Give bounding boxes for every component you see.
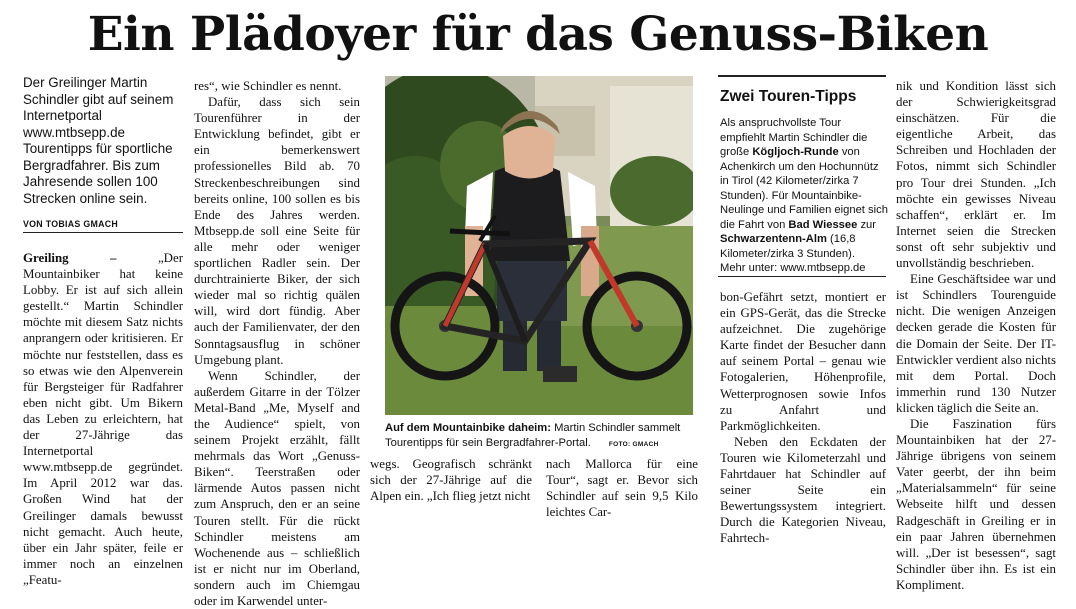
box-text: [720, 116, 888, 276]
col6-paragraph-2: Eine Geschäftsidee war und ist Schindlers Tourenguide nicht. Die wenigen Anzeigen decken gerade die Kosten für die Domain der Seite. Der IT-Entwickler verdient also nichts mit dem Portal. Doch immerhin rund 130 Nutzer klicken täglich die Seite an.: [896, 272, 1057, 415]
article-column-3-bottom: [370, 456, 532, 504]
col1-paragraph: [23, 250, 183, 588]
box-more-link: Mehr unter: www.mtbsepp.de: [720, 262, 866, 274]
dateline: Greiling –: [23, 251, 117, 265]
col6-paragraph-1: nik und Kondition lässt sich der Schwierigkeitsgrad einschätzen. Für die eigentliche Arbeit, das Schreiben und Hochladen der Fotos, nimmt sich Schindler pro Tour drei Stunden. „Ich möchte ein gewisses Niveau schaffen“, erklärt er. Im Internet seien die Strecken sonst oft sehr subjektiv und unvollständig beschrieben.: [896, 79, 1056, 271]
box-highlight-kögljoch: Kögljoch-Runde: [752, 146, 839, 158]
article-column-2: [194, 78, 360, 609]
box-text-1: Als anspruchvollste Tour empfiehlt Martin Schindler die große: [720, 117, 868, 158]
col5-paragraph-1: bon-Gefährt setzt, montiert er ein GPS-Gerät, das die Strecke aufzeichnet. Die zugehörige Karte findet der Besucher dann auf seinem Portal – genau wie Fotogalerien, Höhenprofile, Wetterprognosen sowie Infos zu Anfahrt und Parkmöglichkeiten.: [720, 290, 886, 433]
photo-caption: [385, 421, 695, 452]
box-text-3: zur: [857, 218, 876, 231]
box-highlight-schwarzentenn-alm: Schwarzentenn-Alm: [720, 233, 827, 245]
col2-paragraph-3: Wenn Schindler, der außerdem Gitarre in der Tölzer Metal-Band „Me, Myself and the Audience“ spielt, von seinem Projekt erzählt, fällt mehrmals das Wort „Genuss-Biken“. Teerstraßen oder lärmende Autos passen nicht zum Anspruch, den er an seine Touren stellt. Für die rückt Schindler meistens am Wochenende aus – schließlich ist er nicht nur im Oberland, sondern auch im Chiemgau oder im Karwendel unter-: [194, 368, 360, 608]
box-title: Zwei Touren-Tipps: [720, 88, 857, 105]
box-top-rule: [718, 75, 886, 77]
col6-paragraph-3: Die Faszination fürs Mountainbiken hat der 27-Jährige übrigens von seinem Vater geerbt, der ihn beim „Materialsammeln“ für seine Webseite hilft und dessen Radgeschäft in Greiling er in ein paar Jahren übernehmen will. „Der ist besessen“, sagt Schindler über ihn. Es ist ein Kompliment.: [896, 416, 1056, 592]
byline-rule: [23, 232, 183, 233]
col4-paragraph: nach Mallorca für eine Tour“, sagt er. Bevor sich Schindler auf sein 9,5 Kilo leichtes Car-: [546, 457, 698, 520]
byline: VON TOBIAS GMACH: [23, 219, 119, 229]
article-column-1: [23, 250, 183, 588]
col5-paragraph-2: Neben den Eckdaten der Touren wie Kilometerzahl und Fahrtdauer hat Schindler auf seiner Seite ein Bewertungssystem integriert. Durch die Kategorien Niveau, Fahrtech-: [720, 434, 886, 546]
article-column-5: [720, 289, 886, 547]
col2-paragraph-1: res“, wie Schindler es nennt.: [194, 79, 342, 93]
box-highlight-bad-wiessee: Bad Wiessee: [788, 218, 858, 231]
article-column-4-bottom: [546, 456, 698, 520]
box-bottom-rule: [718, 276, 886, 277]
col1-text: „Der Mountainbiker hat keine Lobby. Er ist auf sich allein gestellt.“ Martin Schindler möchte mit diesem Satz nichts anprangern oder kritisieren. Er möchte nur feststellen, dass es so etwas wie den Alpenverein für Bergsteiger für Radfahrer eben nicht gibt. Um Bikern das Leben zu erleichtern, hat der 27-Jährige das Internetportal www.mtbsepp.de gegründet. Im April 2012 war das. Großen Wind hat der Greilinger damals bewusst nicht gemacht. Auch heute, über ein Jahr später, feile er immer noch an einzelnen „Featu-: [23, 251, 183, 587]
box-text-2: von Achenkirch um den Hochunnütz in Tirol (42 Kilometer/zirka 7 Stunden). Für Mountainbike-Neulinge und Familien eignet sich die Fahrt von: [720, 146, 888, 231]
col2-paragraph-2: Dafür, dass sich sein Tourenführer in der Entwicklung befindet, gibt er ein bemerkenswert professionelles Bild ab. 70 Streckenbeschreibungen sind bereits online, 100 sollen es bis Ende des Jahres werden. Mtbsepp.de soll eine Seite für alle mehr oder weniger sportlichen Radler sein. Der durchtrainierte Biker, der sich wieder mal so richtig quälen will, wird dort fündig. Aber auch der Familienvater, der den Sonntagsausflug in schöner Umgebung plant.: [194, 95, 360, 367]
photo-martin-schindler-with-mountainbike: [385, 76, 693, 415]
caption-lead: Auf dem Mountainbike daheim:: [385, 422, 551, 434]
article-column-6: [896, 78, 1056, 593]
photo-illustration: [385, 76, 693, 415]
photo-credit: FOTO: GMACH: [608, 440, 659, 448]
teaser: Der Greilinger Martin Schindler gibt auf seinem Internetportal www.mtbsepp.de Tourentipps für sportliche Bergradfahrer. Bis zum Jahresende sollen 100 Strecken online sein.: [23, 75, 174, 206]
box-text-4: (16,8 Kilometer/zirka 3 Stunden).: [720, 233, 856, 260]
caption-text: Martin Schindler sammelt Tourentipps für sein Bergradfahrer-Portal.: [385, 422, 681, 449]
headline: Ein Plädoyer für das Genuss-Biken: [87, 7, 989, 62]
col3-paragraph: wegs. Geografisch schränkt sich der 27-Jährige auf die Alpen ein. „Ich flieg jetzt nicht: [370, 457, 532, 504]
